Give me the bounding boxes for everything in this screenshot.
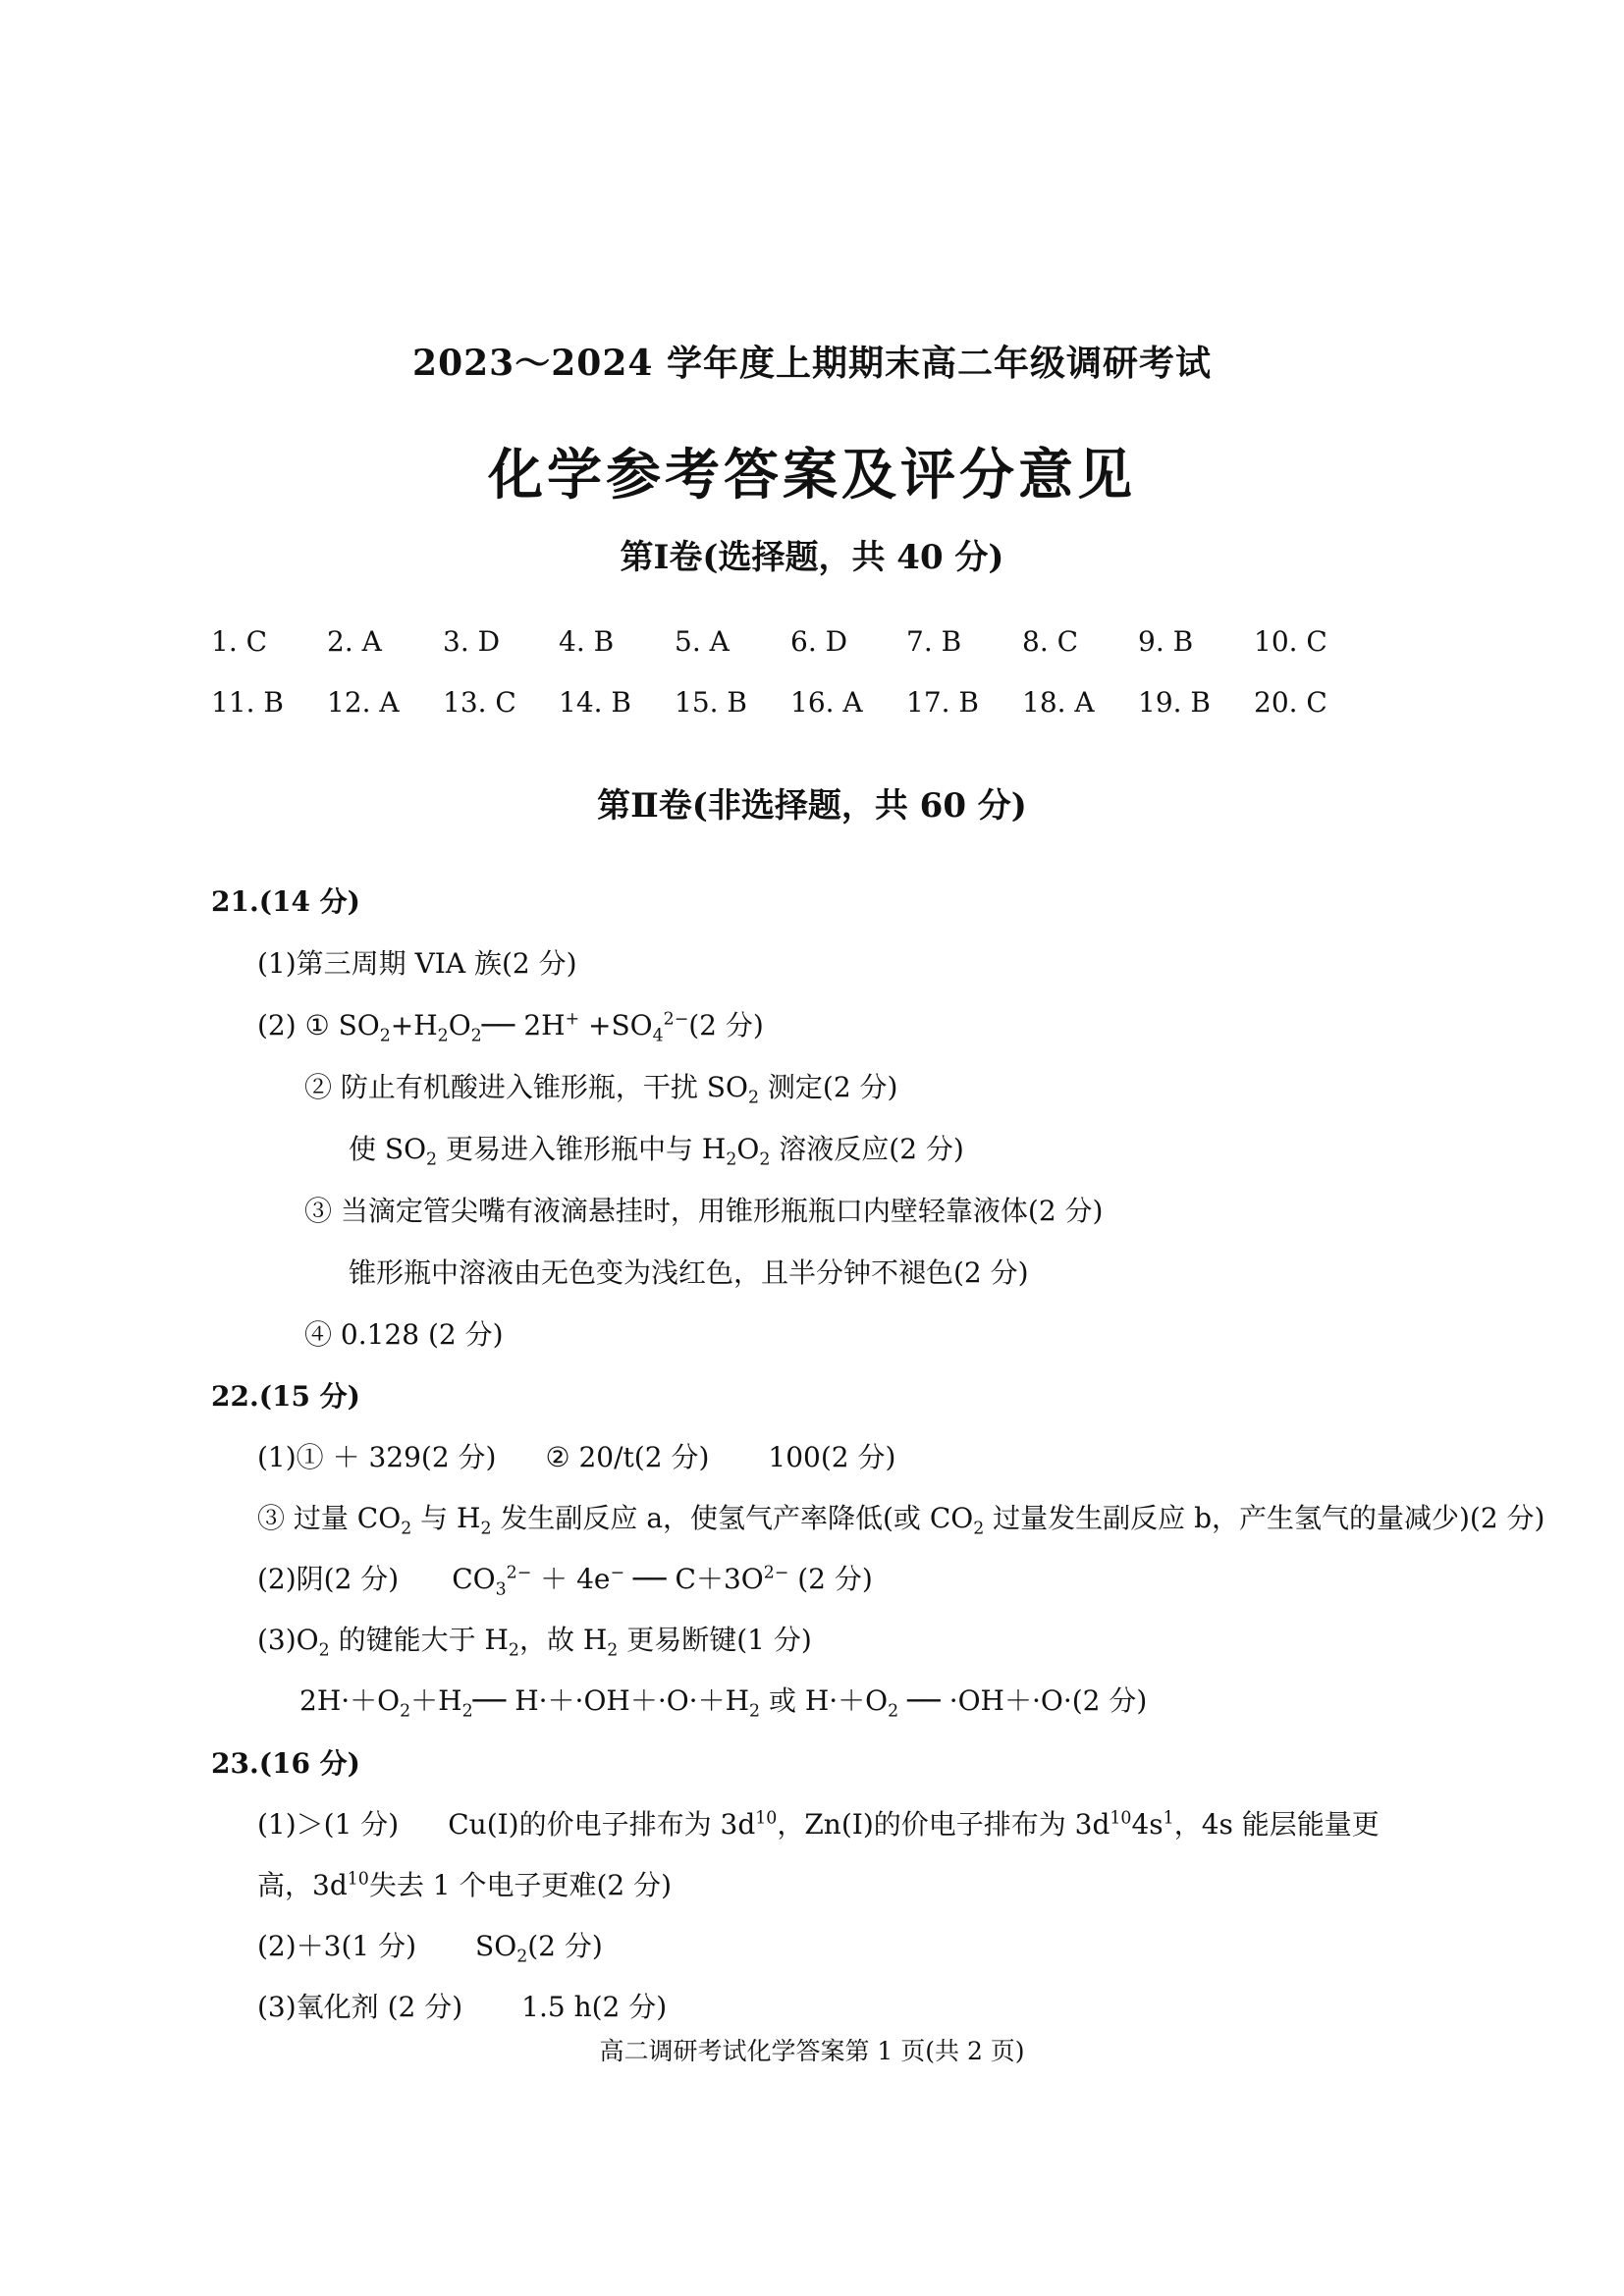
part1-title: 第Ⅰ卷(选择题，共 40 分): [620, 538, 1004, 577]
q22-heading: 22.(15 分): [211, 1380, 360, 1413]
page-footer: 高二调研考试化学答案第 1 页(共 2 页): [599, 2037, 1025, 2065]
q21-line-5: ③ 当滴定管尖嘴有液滴悬挂时，用锥形瓶瓶口内壁轻靠液体(2 分): [304, 1195, 1104, 1227]
answer-item: 17. B: [906, 686, 980, 719]
q21-line-2: (2) ① $SO_2+H_2O_2──$ $2H^+ +SO_4^{2-}(2$ 分): [257, 1009, 764, 1046]
answer-item: 19. B: [1138, 686, 1212, 719]
answers-row-1: [211, 625, 1370, 658]
answer-item: 15. B: [675, 686, 748, 719]
answer-item: 11. B: [211, 686, 285, 719]
q23-line-3: (2)＋3(1 分) $SO_2(2$ 分): [257, 1930, 603, 1967]
answer-item: 13. C: [443, 686, 516, 719]
q21-line-3: ② 防止有机酸进入锥形瓶，干扰 $SO_2$ 测定(2 分): [304, 1071, 898, 1108]
q22-line-3: (2)阴(2 分) $CO_3^{2-} + 4e^-$ ── $C+3O^{2-}$ (2 分): [257, 1563, 873, 1600]
q21-line-4: 使 $SO_2$ 更易进入锥形瓶中与 $H_2O_2$ 溶液反应(2 分): [349, 1133, 964, 1170]
answer-item: 7. B: [906, 625, 962, 658]
q22-line-4: $(3)O_2$ 的键能大于 $H_2$，故 $H_2$ 更易断键(1 分): [257, 1624, 812, 1661]
answer-item: 16. A: [790, 686, 863, 719]
q23-line-1: (1)＞(1 分) Cu(Ⅰ)的价电子排布为 $3d^{10}$，Zn(Ⅰ)的价电子排布为 $3d^{10}4s^1$，4s 能层能量更: [257, 1808, 1380, 1841]
answer-item: 18. A: [1022, 686, 1095, 719]
answer-item: 2. A: [327, 625, 382, 658]
answer-item: 10. C: [1254, 625, 1327, 658]
answer-item: 14. B: [559, 686, 632, 719]
main-title: 化学参考答案及评分意见: [488, 443, 1136, 507]
q21-line-7: ④ 0.128 (2 分): [304, 1318, 504, 1351]
q21-line-6: 锥形瓶中溶液由无色变为浅红色，且半分钟不褪色(2 分): [349, 1256, 1029, 1289]
q21-heading: 21.(14 分): [211, 885, 360, 918]
q22-line-2: ③ 过量 $CO_2$ 与 $H_2$ 发生副反应 a，使氢气产率降低(或 $CO_2$ 过量发生副反应 b，产生氢气的量减少)(2 分): [257, 1502, 1545, 1539]
answers-row-2: [211, 686, 1370, 719]
q21-line-1: (1)第三周期 VIA 族(2 分): [257, 947, 577, 980]
answer-item: 3. D: [443, 625, 501, 658]
q23-heading: 23.(16 分): [211, 1747, 360, 1780]
q23-line-2: 高，$3d^{10}$失去 1 个电子更难(2 分): [257, 1869, 673, 1901]
answer-item: 20. C: [1254, 686, 1327, 719]
answer-item: 6. D: [790, 625, 848, 658]
answer-item: 12. A: [327, 686, 400, 719]
q23-line-4: (3)氧化剂 (2 分) 1.5 h(2 分): [257, 1991, 668, 2023]
answer-item: 9. B: [1138, 625, 1194, 658]
part2-title: 第Ⅱ卷(非选择题，共 60 分): [597, 786, 1027, 826]
answer-item: 1. C: [211, 625, 268, 658]
answer-item: 8. C: [1022, 625, 1079, 658]
exam-title: 2023～2024 学年度上期期末高二年级调研考试: [412, 343, 1212, 384]
q22-line-1: (1)① ＋ 329(2 分) ② 20/t(2 分) 100(2 分): [257, 1441, 896, 1473]
q22-line-5: $2H\cdot+O_2+H_2──$ $H\cdot+\cdot OH+\cdot O\cdot+H_2$ 或 $H\cdot+O_2$ ── ·OH＋·O·(2 分): [299, 1684, 1148, 1722]
answer-item: 5. A: [675, 625, 730, 658]
answer-item: 4. B: [559, 625, 615, 658]
